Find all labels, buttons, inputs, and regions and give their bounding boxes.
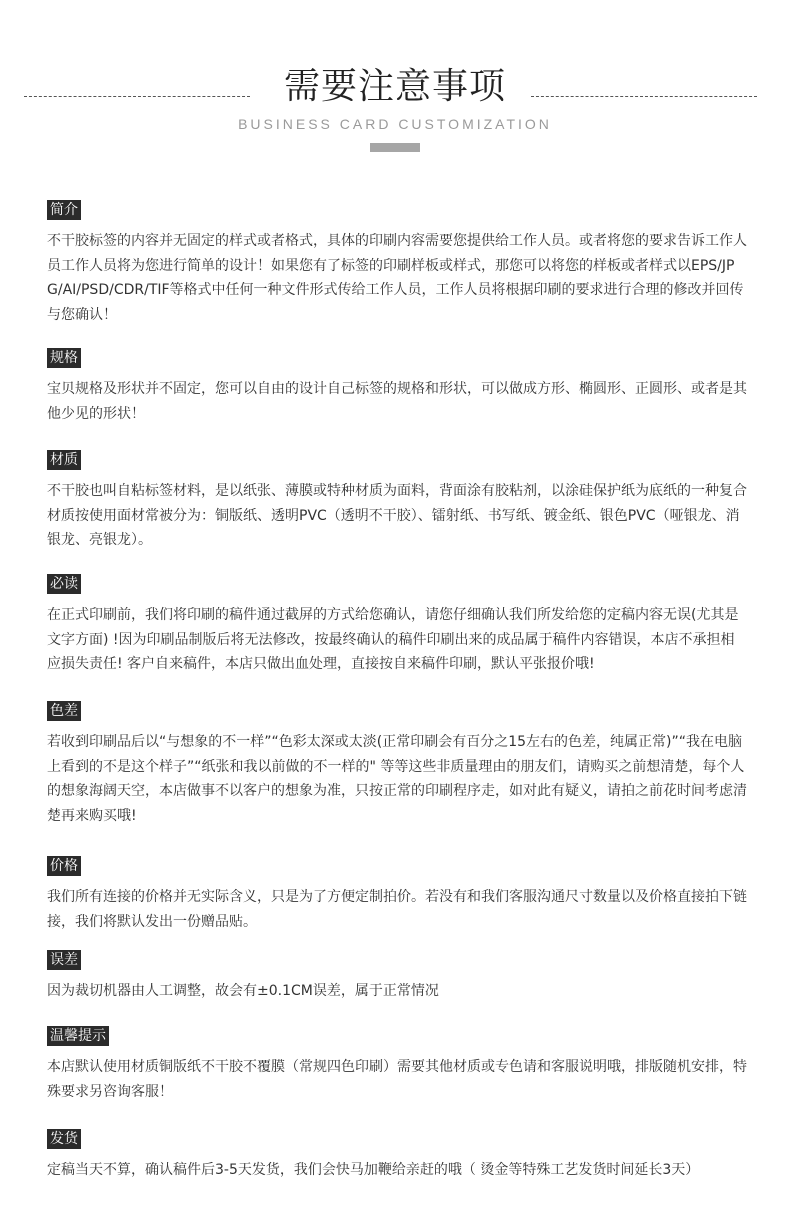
section-price [47, 855, 747, 934]
section-tag: 材质 [47, 450, 81, 470]
section-tag: 误差 [47, 950, 81, 970]
section-tag: 温馨提示 [47, 1026, 109, 1046]
section-text: 定稿当天不算，确认稿件后3-5天发货，我们会快马加鞭给亲赶的哦（ 烫金等特殊工艺发货时间延长3天） [47, 1162, 700, 1178]
section-text: 因为裁切机器由人工调整，故会有±0.1CM误差，属于正常情况 [47, 983, 439, 999]
section-text: 本店默认使用材质铜版纸不干胶不覆膜（常规四色印刷）需要其他材质或专色请和客服说明哦，排版随机安排，特殊要求另咨询客服！ [47, 1059, 747, 1100]
section-tolerance [47, 949, 747, 1004]
page-subtitle: BUSINESS CARD CUSTOMIZATION [238, 116, 552, 132]
section-spec [47, 347, 747, 426]
section-tag: 色差 [47, 701, 81, 721]
section-tag: 简介 [47, 200, 81, 220]
section-tag: 发货 [47, 1129, 81, 1149]
section-must-read [47, 573, 747, 677]
section-shipping [47, 1128, 747, 1183]
section-text: 宝贝规格及形状并不固定，您可以自由的设计自己标签的规格和形状，可以做成方形、椭圆形、正圆形、或者是其他少见的形状！ [47, 381, 747, 422]
section-text: 我们所有连接的价格并无实际含义，只是为了方便定制拍价。若没有和我们客服沟通尺寸数量以及价格直接拍下链接，我们将默认发出一份赠品贴。 [47, 889, 747, 930]
section-intro [47, 199, 747, 327]
header [0, 0, 790, 160]
section-tips [47, 1025, 747, 1104]
page-title: 需要注意事项 [283, 66, 506, 107]
section-tag: 必读 [47, 574, 81, 594]
section-text: 若收到印刷品后以“与想象的不一样”“色彩太深或太淡(正常印刷会有百分之15左右的色差，纯属正常)”“我在电脑上看到的不是这个样子”“纸张和我以前做的不一样的" 等等这些非质量理由的朋友们，请购买之前想清楚，每个人的想象海阔天空，本店做事不以客户的想象为准，只按正常的印刷程序走，如对此有疑义，请拍之前花时间考虑清楚再来购买哦! [47, 734, 747, 824]
section-text: 在正式印刷前，我们将印刷的稿件通过截屏的方式给您确认，请您仔细确认我们所发给您的定稿内容无误(尤其是文字方面) !因为印刷品制版后将无法修改，按最终确认的稿件印刷出来的成品属于稿件内容错误，本店不承担相应损失责任! 客户自来稿件，本店只做出血处理，直接按自来稿件印刷，默认平张报价哦! [47, 607, 739, 672]
section-text: 不干胶也叫自粘标签材料，是以纸张、薄膜或特种材质为面料，背面涂有胶粘剂，以涂硅保护纸为底纸的一种复合材质按使用面材常被分为：铜版纸、透明PVC（透明不干胶）、镭射纸、书写纸、镀金纸、银色PVC（哑银龙、消银龙、亮银龙）。 [47, 483, 747, 548]
section-tag: 规格 [47, 348, 81, 368]
section-color-difference [47, 700, 747, 828]
section-text: 不干胶标签的内容并无固定的样式或者格式，具体的印刷内容需要您提供给工作人员。或者将您的要求告诉工作人员工作人员将为您进行简单的设计！如果您有了标签的印刷样板或样式，那您可以将您的样板或者样式以EPS/JPG/AI/PSD/CDR/TIF等格式中任何一种文件形式传给工作人员，工作人员将根据印刷的要求进行合理的修改并回传与您确认！ [47, 233, 747, 323]
section-tag: 价格 [47, 856, 81, 876]
section-material [47, 449, 747, 553]
title-underline-bar [370, 143, 420, 152]
